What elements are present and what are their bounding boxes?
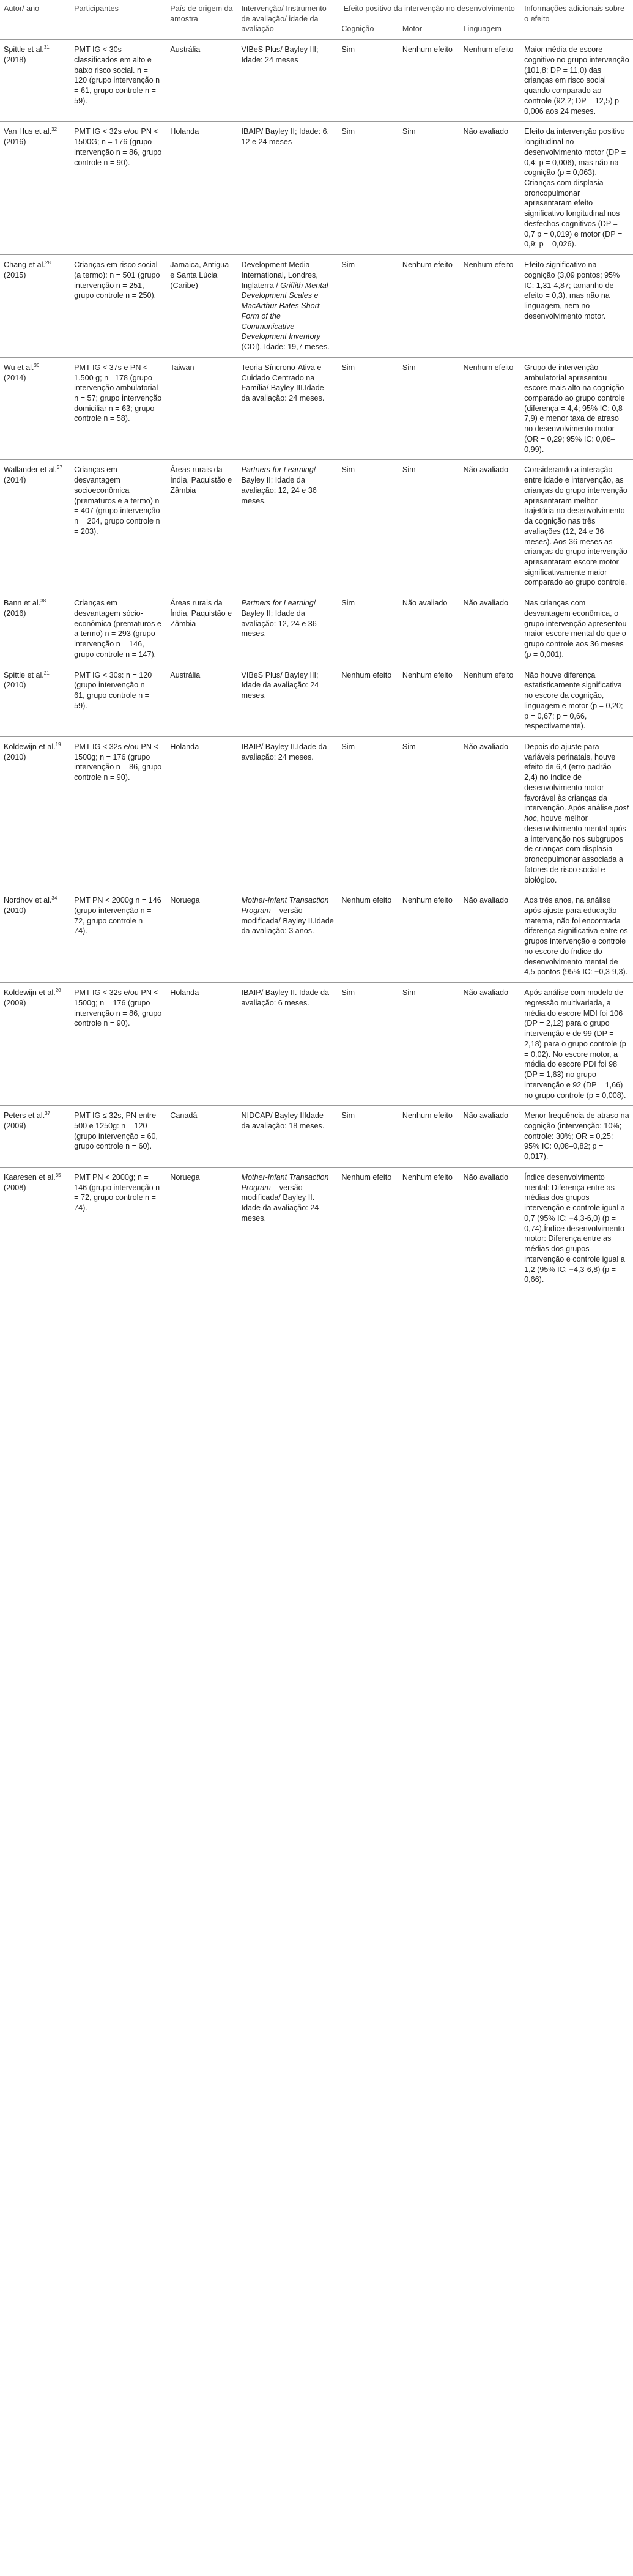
- country-cell: Canadá: [170, 1111, 198, 1120]
- table-row: [0, 122, 633, 255]
- intervention-cell: IBAIP/ Bayley II.Idade da avaliação: 24 meses.: [241, 742, 327, 761]
- participants-cell: PMT IG < 32s e/ou PN < 1500g; n = 176 (grupo intervenção n = 86, grupo controle n = 90).: [74, 988, 162, 1028]
- cognition-cell: Sim: [341, 988, 355, 997]
- info-cell: Índice desenvolvimento mental: Diferença entre as médias dos grupos intervenção e controle igual a 0,7 (95% IC: −4,3-6,0) (p = 0,74).Índice desenvolvimento motor: Diferença entre as médias dos grupos intervenção e controle igual a 1,2 (95% IC: −4,3-6,8) (p = 0,66).: [524, 1172, 625, 1284]
- table-row: [0, 983, 633, 1106]
- info-cell: Efeito significativo na cognição (3,09 pontos; 95% IC: 1,31-4,87; tamanho de efeito = 0,3), mas não na linguagem, nem no desenvolvimento motor.: [524, 261, 620, 320]
- motor-cell: Sim: [402, 363, 416, 372]
- motor-cell: Nenhum efeito: [402, 1111, 453, 1120]
- header-effect-group: Efeito positivo da intervenção no desenvolvimento: [338, 0, 520, 20]
- intervention-cell: Development Media International, Londres, Inglaterra / Griffith Mental Development Scales e MacArthur-Bates Short Form of the Communicative Development Inventory (CDI). Idade: 19,7 meses.: [241, 261, 330, 352]
- cognition-cell: Sim: [341, 1111, 355, 1120]
- author-cell: Kaaresen et al.$^{35}$ (2008): [4, 1172, 61, 1192]
- intervention-cell: VIBeS Plus/ Bayley III; Idade da avaliação: 24 meses.: [241, 670, 319, 700]
- info-cell: Nas crianças com desvantagem econômica, o grupo intervenção apresentou maior escore mental do que o grupo controle aos 36 meses (p = 0,001).: [524, 599, 627, 659]
- intervention-cell: Partners for Learning/ Bayley II; Idade da avaliação: 12, 24 e 36 meses.: [241, 465, 317, 505]
- cognition-cell: Sim: [341, 45, 355, 54]
- country-cell: Jamaica, Antigua e Santa Lúcia (Caribe): [170, 261, 229, 290]
- intervention-cell: Partners for Learning/ Bayley II; Idade da avaliação: 12, 24 e 36 meses.: [241, 599, 317, 638]
- header-motor: Motor: [399, 20, 460, 40]
- motor-cell: Nenhum efeito: [402, 45, 453, 54]
- author-cell: Van Hus et al.$^{32}$ (2016): [4, 127, 57, 147]
- cognition-cell: Sim: [341, 599, 355, 608]
- motor-cell: Sim: [402, 127, 416, 136]
- table-row: [0, 40, 633, 122]
- language-cell: Não avaliado: [463, 1172, 509, 1182]
- author-cell: Koldewijn et al.$^{19}$ (2010): [4, 741, 61, 761]
- language-cell: Não avaliado: [463, 465, 509, 475]
- info-cell: Aos três anos, na análise após ajuste para educação materna, não foi encontrada diferença significativa entre os grupos intervenção e controle no escore do índice do desenvolvimento mental de 4,5 pontos (95% IC: −0,3-9,3).: [524, 896, 628, 977]
- participants-cell: Crianças em desvantagem sócio-econômica (prematuros e a termo) n = 293 (grupo intervenção n = 146, grupo controle n = 147).: [74, 599, 161, 659]
- country-cell: Holanda: [170, 988, 199, 997]
- cognition-cell: Nenhum efeito: [341, 1172, 392, 1182]
- motor-cell: Nenhum efeito: [402, 1172, 453, 1182]
- motor-cell: Nenhum efeito: [402, 896, 453, 905]
- header-cognition: Cognição: [338, 20, 399, 40]
- participants-cell: PMT IG ≤ 32s, PN entre 500 e 1250g: n = 120 (grupo intervenção = 60, grupo controle n = 60).: [74, 1111, 158, 1151]
- language-cell: Nenhum efeito: [463, 261, 514, 270]
- author-cell: Peters et al.$^{37}$ (2009): [4, 1111, 51, 1130]
- intervention-cell: Mother-Infant Transaction Program – versão modificada/ Bayley II. Idade da avaliação: 24 meses.: [241, 1172, 329, 1223]
- motor-cell: Nenhum efeito: [402, 261, 453, 270]
- language-cell: Não avaliado: [463, 127, 509, 136]
- author-cell: Wallander et al.$^{37}$ (2014): [4, 465, 62, 485]
- language-cell: Não avaliado: [463, 599, 509, 608]
- header-participants: Participantes: [70, 0, 166, 40]
- table-row: [0, 357, 633, 460]
- author-cell: Koldewijn et al.$^{20}$ (2009): [4, 987, 61, 1007]
- cognition-cell: Sim: [341, 363, 355, 372]
- author-cell: Bann et al.$^{38}$ (2016): [4, 598, 46, 618]
- country-cell: Noruega: [170, 896, 200, 905]
- country-cell: Holanda: [170, 127, 199, 136]
- table-row: [0, 1106, 633, 1168]
- header-info: Informações adicionais sobre o efeito: [520, 0, 633, 40]
- header-country: País de origem da amostra: [166, 0, 237, 40]
- country-cell: Áreas rurais da Índia, Paquistão e Zâmbia: [170, 599, 232, 628]
- participants-cell: PMT PN < 2000g n = 146 (grupo intervenção n = 72, grupo controle n = 74).: [74, 896, 161, 936]
- intervention-cell: Teoria Síncrono-Ativa e Cuidado Centrado na Família/ Bayley III.Idade da avaliação: 24 meses.: [241, 363, 325, 402]
- motor-cell: Sim: [402, 465, 416, 475]
- participants-cell: PMT IG < 37s e PN < 1.500 g; n =178 (grupo intervenção ambulatorial n = 57; grupo intervenção domiciliar n = 63; grupo controle n = 58).: [74, 363, 162, 423]
- table-row: [0, 1167, 633, 1290]
- author-cell: Nordhov et al.$^{34}$ (2010): [4, 895, 57, 916]
- info-cell: Não houve diferença estatisticamente significativa no escore da cognição, linguagem e motor (p = 0,20; p = 0,67; p = 0,66, respectivamente).: [524, 670, 623, 731]
- header-language: Linguagem: [460, 20, 521, 40]
- participants-cell: Crianças em desvantagem socioeconômica (prematuros e a termo) n = 407 (grupo intervenção n = 204, grupo controle n = 203).: [74, 465, 160, 536]
- cognition-cell: Sim: [341, 465, 355, 475]
- author-cell: Wu et al.$^{36}$ (2014): [4, 362, 40, 382]
- intervention-cell: Mother-Infant Transaction Program – versão modificada/ Bayley II.Idade da avaliação: 3 anos.: [241, 896, 334, 936]
- country-cell: Noruega: [170, 1172, 200, 1182]
- intervention-cell: VIBeS Plus/ Bayley III; Idade: 24 meses: [241, 45, 319, 64]
- country-cell: Austrália: [170, 45, 201, 54]
- country-cell: Taiwan: [170, 363, 194, 372]
- language-cell: Não avaliado: [463, 1111, 509, 1120]
- motor-cell: Sim: [402, 742, 416, 751]
- cognition-cell: Nenhum efeito: [341, 896, 392, 905]
- table-row: [0, 737, 633, 890]
- language-cell: Não avaliado: [463, 988, 509, 997]
- participants-cell: PMT IG < 30s classificados em alto e baixo risco social. n = 120 (grupo intervenção n = 61, grupo controle n = 59).: [74, 45, 160, 105]
- table-row: [0, 593, 633, 665]
- table-row: [0, 890, 633, 983]
- cognition-cell: Sim: [341, 742, 355, 751]
- header-author: Autor/ ano: [0, 0, 70, 40]
- author-cell: Spittle et al.$^{21}$ (2010): [4, 670, 50, 690]
- country-cell: Áreas rurais da Índia, Paquistão e Zâmbia: [170, 465, 232, 495]
- language-cell: Nenhum efeito: [463, 45, 514, 54]
- info-cell: Maior média de escore cognitivo no grupo intervenção (101,8; DP = 11,0) das crianças em risco social quando comparado ao controle (92,2; DP = 12,5) p = 0,006 aos 24 meses.: [524, 45, 629, 116]
- participants-cell: PMT IG < 32s e/ou PN < 1500g; n = 176 (grupo intervenção n = 86, grupo controle n = 90).: [74, 742, 162, 782]
- intervention-cell: IBAIP/ Bayley II; Idade: 6, 12 e 24 meses: [241, 127, 330, 147]
- language-cell: Nenhum efeito: [463, 670, 514, 679]
- info-cell: Menor frequência de atraso na cognição (intervenção: 10%; controle: 30%; OR = 0,25; 95% IC: 0,08–0,82; p = 0,017).: [524, 1111, 629, 1161]
- motor-cell: Não avaliado: [402, 599, 448, 608]
- motor-cell: Nenhum efeito: [402, 670, 453, 679]
- author-cell: Chang et al.$^{28}$ (2015): [4, 259, 51, 279]
- motor-cell: Sim: [402, 988, 416, 997]
- participants-cell: Crianças em risco social (a termo): n = 501 (grupo intervenção n = 251, grupo controle n = 250).: [74, 261, 160, 300]
- participants-cell: PMT IG < 30s: n = 120 (grupo intervenção n = 61, grupo controle n = 59).: [74, 670, 152, 710]
- country-cell: Holanda: [170, 742, 199, 751]
- table-row: [0, 665, 633, 736]
- table-row: [0, 460, 633, 593]
- country-cell: Austrália: [170, 670, 201, 679]
- language-cell: Não avaliado: [463, 896, 509, 905]
- info-cell: Após análise com modelo de regressão multivariada, a média do escore MDI foi 106 (DP = 2,12) para o grupo intervenção e de 99 (DP = 2,18) para o grupo controle (p = 0,02). No escore motor, a média do escore PDI foi 98 (DP = 1,63) no grupo intervenção e 92 (DP = 1,66) no grupo controle (p = 0,008).: [524, 988, 626, 1100]
- info-cell: Efeito da intervenção positivo longitudinal no desenvolvimento motor (DP = 0,4; p = 0,006), mas não na cognição (p = 0,063). Crianças com displasia broncopulmonar apresentaram efeito significativo longitudinal nos desfechos cognitivos (DP = 0,7 p = 0,019) e motor (DP = 0,9; p = 0,026).: [524, 127, 626, 249]
- info-cell: Considerando a interação entre idade e intervenção, as crianças do grupo intervenção apresentaram melhor trajetória no desenvolvimento da cognição nas três avaliações (12, 24 e 36 meses). Aos 36 meses as crianças do grupo intervenção apresentaram escore motor significativamente maior comparado ao grupo controle.: [524, 465, 627, 587]
- language-cell: Não avaliado: [463, 742, 509, 751]
- cognition-cell: Sim: [341, 127, 355, 136]
- language-cell: Nenhum efeito: [463, 363, 514, 372]
- cognition-cell: Nenhum efeito: [341, 670, 392, 679]
- header-intervention: Intervenção/ Instrumento de avaliação/ idade da avaliação: [238, 0, 338, 40]
- participants-cell: PMT PN < 2000g; n = 146 (grupo intervenção n = 72, grupo controle n = 74).: [74, 1172, 160, 1213]
- intervention-cell: NIDCAP/ Bayley IIIdade da avaliação: 18 meses.: [241, 1111, 325, 1130]
- participants-cell: PMT IG < 32s e/ou PN < 1500G; n = 176 (grupo intervenção n = 86, grupo controle n = 90).: [74, 127, 162, 167]
- info-cell: Grupo de intervenção ambulatorial apresentou escore mais alto na cognição comparado ao grupo controle (diferença = 4,4; 95% IC: 0,8–7,9) e menor taxa de atraso no desenvolvimento motor (OR = 0,29; 95% IC: 0,08–0,99).: [524, 363, 627, 454]
- table-row: [0, 255, 633, 358]
- intervention-cell: IBAIP/ Bayley II. Idade da avaliação: 6 meses.: [241, 988, 330, 1007]
- info-cell: Depois do ajuste para variáveis perinatais, houve efeito de 6,4 (erro padrão = 2,4) no índice de desenvolvimento motor favorável às crianças da intervenção. Após análise post hoc, houve melhor desenvolvimento mental após a intervenção nos subgrupos de crianças com displasia broncopulmonar associada a fatores de risco social e biológico.: [524, 742, 629, 884]
- author-cell: Spittle et al.$^{31}$ (2018): [4, 45, 50, 64]
- cognition-cell: Sim: [341, 261, 355, 270]
